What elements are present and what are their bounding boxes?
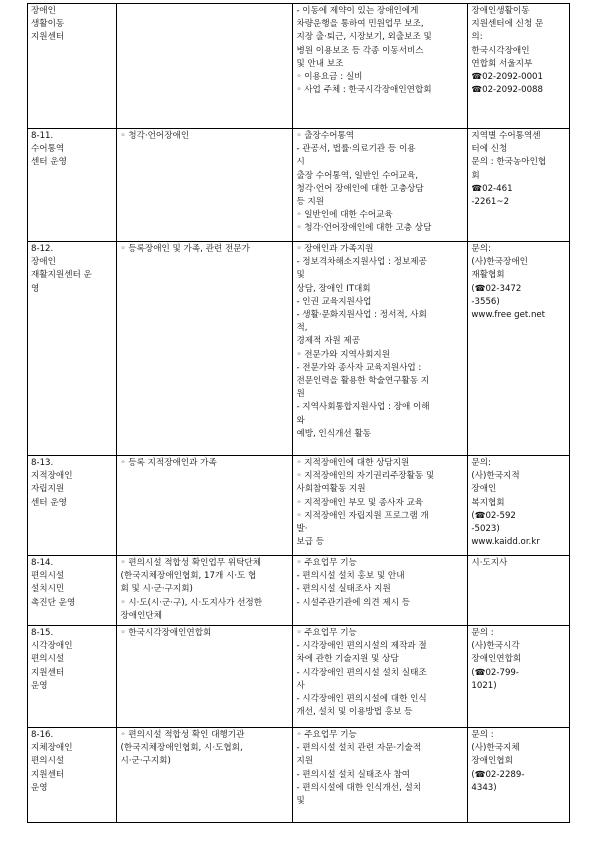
cell-line: 센터 운영 — [31, 157, 67, 168]
cell-line: 8-16. — [31, 730, 54, 740]
cell-line: 편의시설 — [31, 571, 65, 582]
cell-line: - 생활·문화지원사업 : 정서적, 사회 — [296, 310, 427, 321]
cell-line: ◦ 청각·언어장애인 — [120, 131, 190, 141]
cell-line: ◦ 지적장애인 부모 및 종사자 교육 — [296, 497, 424, 508]
cell-line: 사 — [296, 680, 305, 691]
service-table — [27, 3, 570, 823]
cell-line: (☎02-3472 — [471, 283, 522, 294]
cell-line: 문의 : — [471, 628, 494, 638]
cell-line: 지체장애인 — [31, 743, 73, 754]
cell-line: 상담, 장애인 IT대회 — [296, 283, 371, 294]
cell-line: 복지협회 — [471, 497, 505, 508]
cell-line: (☎02-799- — [471, 667, 520, 678]
cell-line: 장애인협회 — [471, 756, 513, 767]
cell-line: 보급 등 — [296, 537, 325, 548]
cell-line: - 전문가와 종사자 교육지원사업 : — [296, 362, 422, 373]
cell-line: 터에 신청 — [471, 144, 508, 155]
cell-line: ◦ 지적장애인의 자기권리주장활동 및 — [296, 471, 435, 482]
cell-line: 8-14. — [31, 558, 54, 568]
cell-line: 사회참여활동 지원 — [296, 484, 366, 495]
cell-line: - 편의시설 설치 관련 자문·기술적 — [296, 743, 422, 754]
cell-line: 재활협회 — [471, 270, 505, 281]
cell-line: ◦ 등록 지적장애인과 가족 — [120, 458, 217, 468]
cell-line: - 시각장애인 편의시설에 대한 인식 — [296, 694, 427, 705]
content-cell — [293, 728, 468, 823]
contact-cell — [468, 728, 570, 823]
cell-line: 지원센터에 신청 문 — [471, 19, 544, 30]
content-cell — [293, 4, 468, 129]
program-name-cell — [28, 456, 117, 556]
cell-line: - 시각장애인 편의시설의 제작과 절 — [296, 641, 427, 652]
cell-line: 적, — [296, 323, 308, 334]
cell-line: ◦ 청각·언어장애인에 대한 고충 상담 — [296, 223, 432, 234]
cell-line: 운영 — [31, 782, 48, 793]
cell-line: www.kaidd.or.kr — [471, 537, 540, 548]
contact-cell — [468, 626, 570, 728]
cell-line: 회 및 시·군·구지회) — [120, 584, 193, 595]
cell-line: 시·도지사 — [471, 558, 508, 568]
cell-line: 운영 — [31, 680, 48, 691]
cell-line: 지역별 수어통역센 — [471, 131, 541, 141]
cell-line: 지원센터 — [31, 769, 65, 780]
cell-line: (한국지체장애인협회, 17개 시·도 협 — [120, 571, 257, 582]
cell-line: 재활지원센터 운 — [31, 270, 92, 281]
cell-line: - 인권 교육지원사업 — [296, 296, 372, 307]
table-row — [28, 626, 570, 728]
cell-line: 장애인 — [31, 257, 56, 268]
target-cell — [117, 626, 293, 728]
cell-line: - 편의시설 실태조사 지원 — [296, 584, 391, 595]
cell-line: 및 — [296, 796, 305, 807]
cell-line: 촉진단 운영 — [31, 597, 76, 608]
cell-line: 문의 : — [471, 730, 494, 740]
cell-line: 4343) — [471, 782, 497, 793]
cell-line: ◦ 한국시각장애인연합회 — [120, 628, 212, 638]
cell-line: 한국시각장애인 — [471, 45, 530, 56]
cell-line: 등 지원 — [296, 197, 325, 208]
cell-line: 지장 출·퇴근, 시장보기, 외출보조 및 — [296, 32, 432, 43]
target-cell — [117, 4, 293, 129]
cell-line: 발· — [296, 524, 308, 535]
table-row — [28, 242, 570, 456]
cell-line: - 편의시설 설치 실태조사 참여 — [296, 769, 411, 780]
target-cell — [117, 129, 293, 242]
program-name-cell — [28, 4, 117, 129]
cell-line: 생활이동 — [31, 19, 65, 30]
cell-line: (한국지체장애인협회, 시·도협회, — [120, 743, 243, 754]
cell-line: -5023) — [471, 524, 500, 535]
cell-line: -3556) — [471, 296, 500, 307]
cell-line: -2261~2 — [471, 197, 510, 208]
cell-line: 문의: — [471, 458, 491, 468]
cell-line: ☎02-2092-0001 — [471, 72, 543, 83]
content-cell — [293, 456, 468, 556]
cell-line: (사)한국지적 — [471, 471, 520, 482]
content-cell — [293, 129, 468, 242]
cell-line: (사)한국시각 — [471, 641, 520, 652]
cell-line: - 편의시설 설치 홍보 및 안내 — [296, 571, 405, 582]
cell-line: ◦ 주요업무 기능 — [296, 730, 357, 740]
cell-line: (☎02-592 — [471, 510, 516, 521]
content-cell — [293, 626, 468, 728]
cell-line: 지원센터 — [31, 32, 65, 43]
program-name-cell — [28, 626, 117, 728]
cell-line: ☎02-2092-0088 — [471, 85, 543, 96]
cell-line: 문의: — [471, 244, 491, 254]
cell-line: www.free get.net — [471, 310, 546, 321]
cell-line: ◦ 편의시설 적합성 확인업무 위탁단체 — [120, 558, 262, 568]
program-name-cell — [28, 129, 117, 242]
cell-line: 차에 관한 기술지원 및 상담 — [296, 654, 399, 665]
cell-line: 경제적 자원 제공 — [296, 336, 361, 347]
cell-line: - 지역사회통합지원사업 : 장애 이해 — [296, 402, 430, 413]
cell-line: - 정보격차해소지원사업 : 정보제공 — [296, 257, 427, 268]
cell-line: - 이동에 제약이 있는 장애인에게 — [296, 6, 419, 16]
cell-line: 의: — [471, 32, 483, 43]
cell-line: (사)한국장애인 — [471, 257, 528, 268]
cell-line: ☎02-461 — [471, 183, 513, 194]
cell-line: - 관공서, 법률·의료기관 등 이용 — [296, 144, 416, 155]
cell-line: 8-11. — [31, 131, 54, 141]
cell-line: - 시각장애인 편의시설 설치 실태조 — [296, 667, 427, 678]
cell-line: 장애인단체 — [120, 610, 162, 621]
content-cell — [293, 242, 468, 456]
cell-line: ◦ 전문가와 지역사회지원 — [296, 349, 391, 360]
cell-line: ◦ 시·도(시·군·구), 시·도지사가 선정한 — [120, 597, 263, 608]
cell-line: 연합회 서울지부 — [471, 58, 533, 69]
cell-line: ◦ 편의시설 적합성 확인 대행기관 — [120, 730, 245, 740]
cell-line: 지원센터 — [31, 667, 65, 678]
cell-line: ◦ 일반인에 대한 수어교육 — [296, 210, 393, 221]
cell-line: 8-15. — [31, 628, 54, 638]
cell-line: 회 — [471, 170, 480, 181]
program-name-cell — [28, 242, 117, 456]
cell-line: 원 — [296, 389, 305, 400]
cell-line: 청각·언어 장애인에 대한 고충상담 — [296, 183, 424, 194]
cell-line: 문의 : 한국농아인협 — [471, 157, 547, 168]
target-cell — [117, 556, 293, 626]
cell-line: 출장 수어통역, 일반인 수어교육, — [296, 170, 419, 181]
cell-line: 센터 운영 — [31, 497, 67, 508]
cell-line: 시 — [296, 157, 305, 168]
cell-line: 시·군·구지회) — [120, 756, 171, 767]
cell-line: 및 — [296, 270, 305, 281]
cell-line: 병원 이용보조 등 각종 이동서비스 — [296, 45, 424, 56]
contact-cell — [468, 556, 570, 626]
target-cell — [117, 242, 293, 456]
cell-line: 장애인연합회 — [471, 654, 522, 665]
table-row — [28, 728, 570, 823]
cell-line: 영 — [31, 283, 40, 294]
program-name-cell — [28, 728, 117, 823]
cell-line: 지적장애인 — [31, 471, 73, 482]
table-row — [28, 129, 570, 242]
cell-line: ◦ 사업 주체 : 한국시각장애인연합회 — [296, 85, 432, 96]
cell-line: 장애인생활이동 — [471, 6, 530, 16]
content-cell — [293, 556, 468, 626]
cell-line: 자립지원 — [31, 484, 65, 495]
cell-line: 차량운행을 통하여 민원업무 보조, — [296, 19, 424, 30]
cell-line: (☎02-2289- — [471, 769, 525, 780]
cell-line: 수어통역 — [31, 144, 65, 155]
cell-line: 예방, 인식개선 활동 — [296, 428, 372, 439]
cell-line: 및 안내 보조 — [296, 58, 344, 69]
cell-line: ◦ 등록장애인 및 가족, 관련 전문가 — [120, 244, 250, 254]
cell-line: 설치시민 — [31, 584, 65, 595]
cell-line: 편의시설 — [31, 654, 65, 665]
cell-line: ◦ 장애인과 가족지원 — [296, 244, 374, 254]
cell-line: 편의시설 — [31, 756, 65, 767]
cell-line: 8-12. — [31, 244, 54, 254]
contact-cell — [468, 4, 570, 129]
cell-line: 장애인 — [471, 484, 497, 495]
cell-line: 와 — [296, 415, 305, 426]
cell-line: ◦ 주요업무 기능 — [296, 558, 357, 568]
contact-cell — [468, 129, 570, 242]
cell-line: - 편의시설에 대한 인식개선, 설치 — [296, 782, 422, 793]
table-row — [28, 4, 570, 129]
program-name-cell — [28, 556, 117, 626]
cell-line: - 시설주관기관에 의견 제시 등 — [296, 597, 411, 608]
table-row — [28, 456, 570, 556]
cell-line: ◦ 출장수어통역 — [296, 131, 355, 141]
target-cell — [117, 728, 293, 823]
cell-line: ◦ 지적장애인에 대한 상담지원 — [296, 458, 410, 468]
contact-cell — [468, 456, 570, 556]
cell-line: 8-13. — [31, 458, 54, 468]
cell-line: 1021) — [471, 680, 497, 691]
cell-line: (사)한국지체 — [471, 743, 520, 754]
cell-line: ◦ 주요업무 기능 — [296, 628, 357, 638]
cell-line: ◦ 지적장애인 자립지원 프로그램 개 — [296, 510, 429, 521]
table-row — [28, 556, 570, 626]
cell-line: 지원 — [296, 756, 314, 767]
contact-cell — [468, 242, 570, 456]
target-cell — [117, 456, 293, 556]
cell-line: 장애인 — [31, 6, 56, 16]
cell-line: 전문인력을 활용한 학술연구활동 지 — [296, 376, 430, 387]
cell-line: ◦ 이용요금 : 실비 — [296, 72, 363, 83]
cell-line: 시각장애인 — [31, 641, 73, 652]
cell-line: 개선, 설치 및 이용방법 홍보 등 — [296, 707, 413, 718]
service-table-body — [28, 4, 570, 823]
